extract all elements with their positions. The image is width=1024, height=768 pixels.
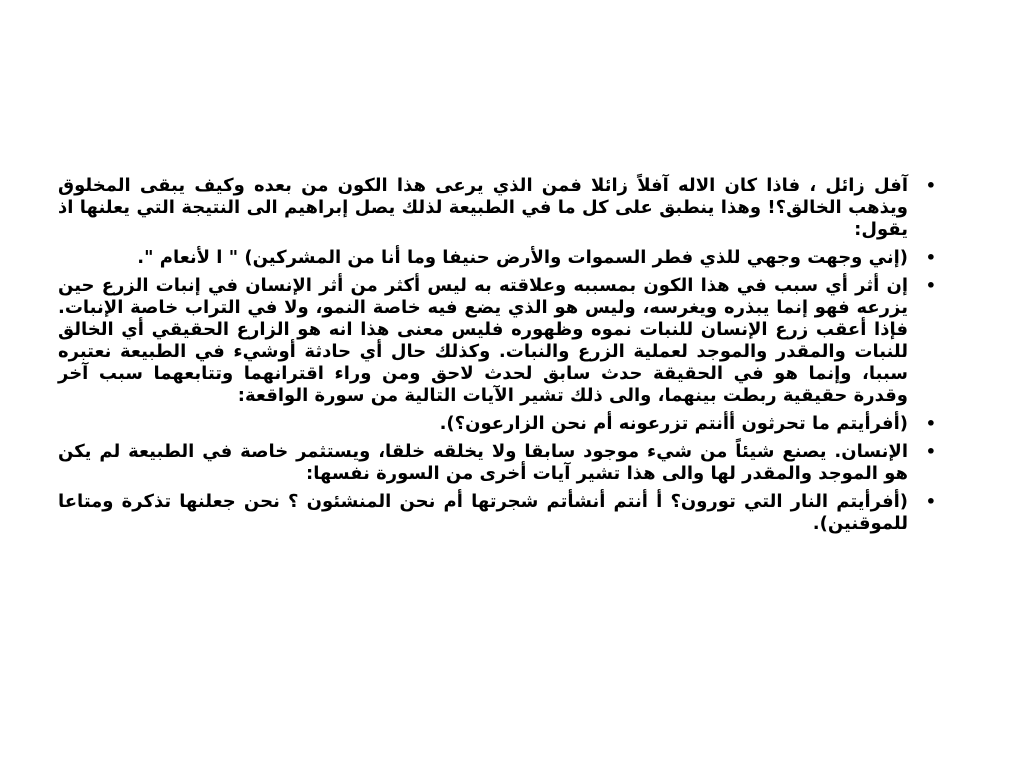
- bullet-dot-icon: •: [925, 442, 936, 461]
- bullet-list: [58, 175, 938, 541]
- bullet-dot-icon: •: [925, 414, 936, 433]
- bullet-item: [58, 247, 938, 269]
- bullet-dot-icon: •: [925, 248, 936, 267]
- bullet-item: [58, 441, 938, 485]
- bullet-dot-icon: •: [925, 276, 936, 295]
- bullet-text: إن أثر أي سبب في هذا الكون بمسببه وعلاقته به ليس أكثر من أثر الإنسان في إنبات الزرع حين يزرعه فهو إنما يبذره ويغرسه، وليس هو الذي يضع فيه خاصة النمو، ولا في التراب خاصة الإنبات. فإذا أعقب زرع الإنسان للنبات نموه وظهوره فليس معنى هذا انه هو الزارع الحقيقي أي الخالق للنبات والمقدر والموجد لعملية الزرع والنبات. وكذلك حال أي حادثة أوشيء في الطبيعة نعتبره سببا، وإنما هو في الحقيقة حدث سابق لحدث لاحق ومن وراء اقترانهما وتتابعهما سبب آخر وقدرة حقيقية ربطت بينهما، والى ذلك تشير الآيات التالية من سورة الواقعة:: [58, 275, 908, 406]
- bullet-item: [58, 491, 938, 535]
- bullet-text: (أفرأيتم النار التي تورون؟ أ أنتم أنشأتم شجرتها أم نحن المنشئون ؟ نحن جعلنها تذكرة ومتاعا للموقنين).: [58, 491, 908, 534]
- bullet-text: (إني وجهت وجهي للذي فطر السموات والأرض حنيفا وما أنا من المشركين) " ا لأنعام ".: [137, 247, 908, 268]
- bullet-dot-icon: •: [925, 492, 936, 511]
- bullet-text: الإنسان. يصنع شيئاً من شيء موجود سابقا ولا يخلقه خلقا، ويستثمر خاصة في الطبيعة لم يكن هو الموجد والمقدر لها والى هذا تشير آيات أخرى من السورة نفسها:: [58, 441, 908, 484]
- bullet-text: (أفرأيتم ما تحرثون أأنتم تزرعونه أم نحن الزارعون؟).: [439, 413, 908, 434]
- bullet-item: [58, 175, 938, 241]
- bullet-item: [58, 413, 938, 435]
- bullet-text: آفل زائل ، فاذا كان الاله آفلاً زائلا فمن الذي يرعى هذا الكون من بعده وكيف يبقى المخلوق ويذهب الخالق؟! وهذا ينطبق على كل ما في الطبيعة لذلك يصل إبراهيم الى النتيجة التي يعلنها اذ يقول:: [58, 175, 908, 240]
- bullet-item: [58, 275, 938, 407]
- bullet-dot-icon: •: [925, 176, 936, 195]
